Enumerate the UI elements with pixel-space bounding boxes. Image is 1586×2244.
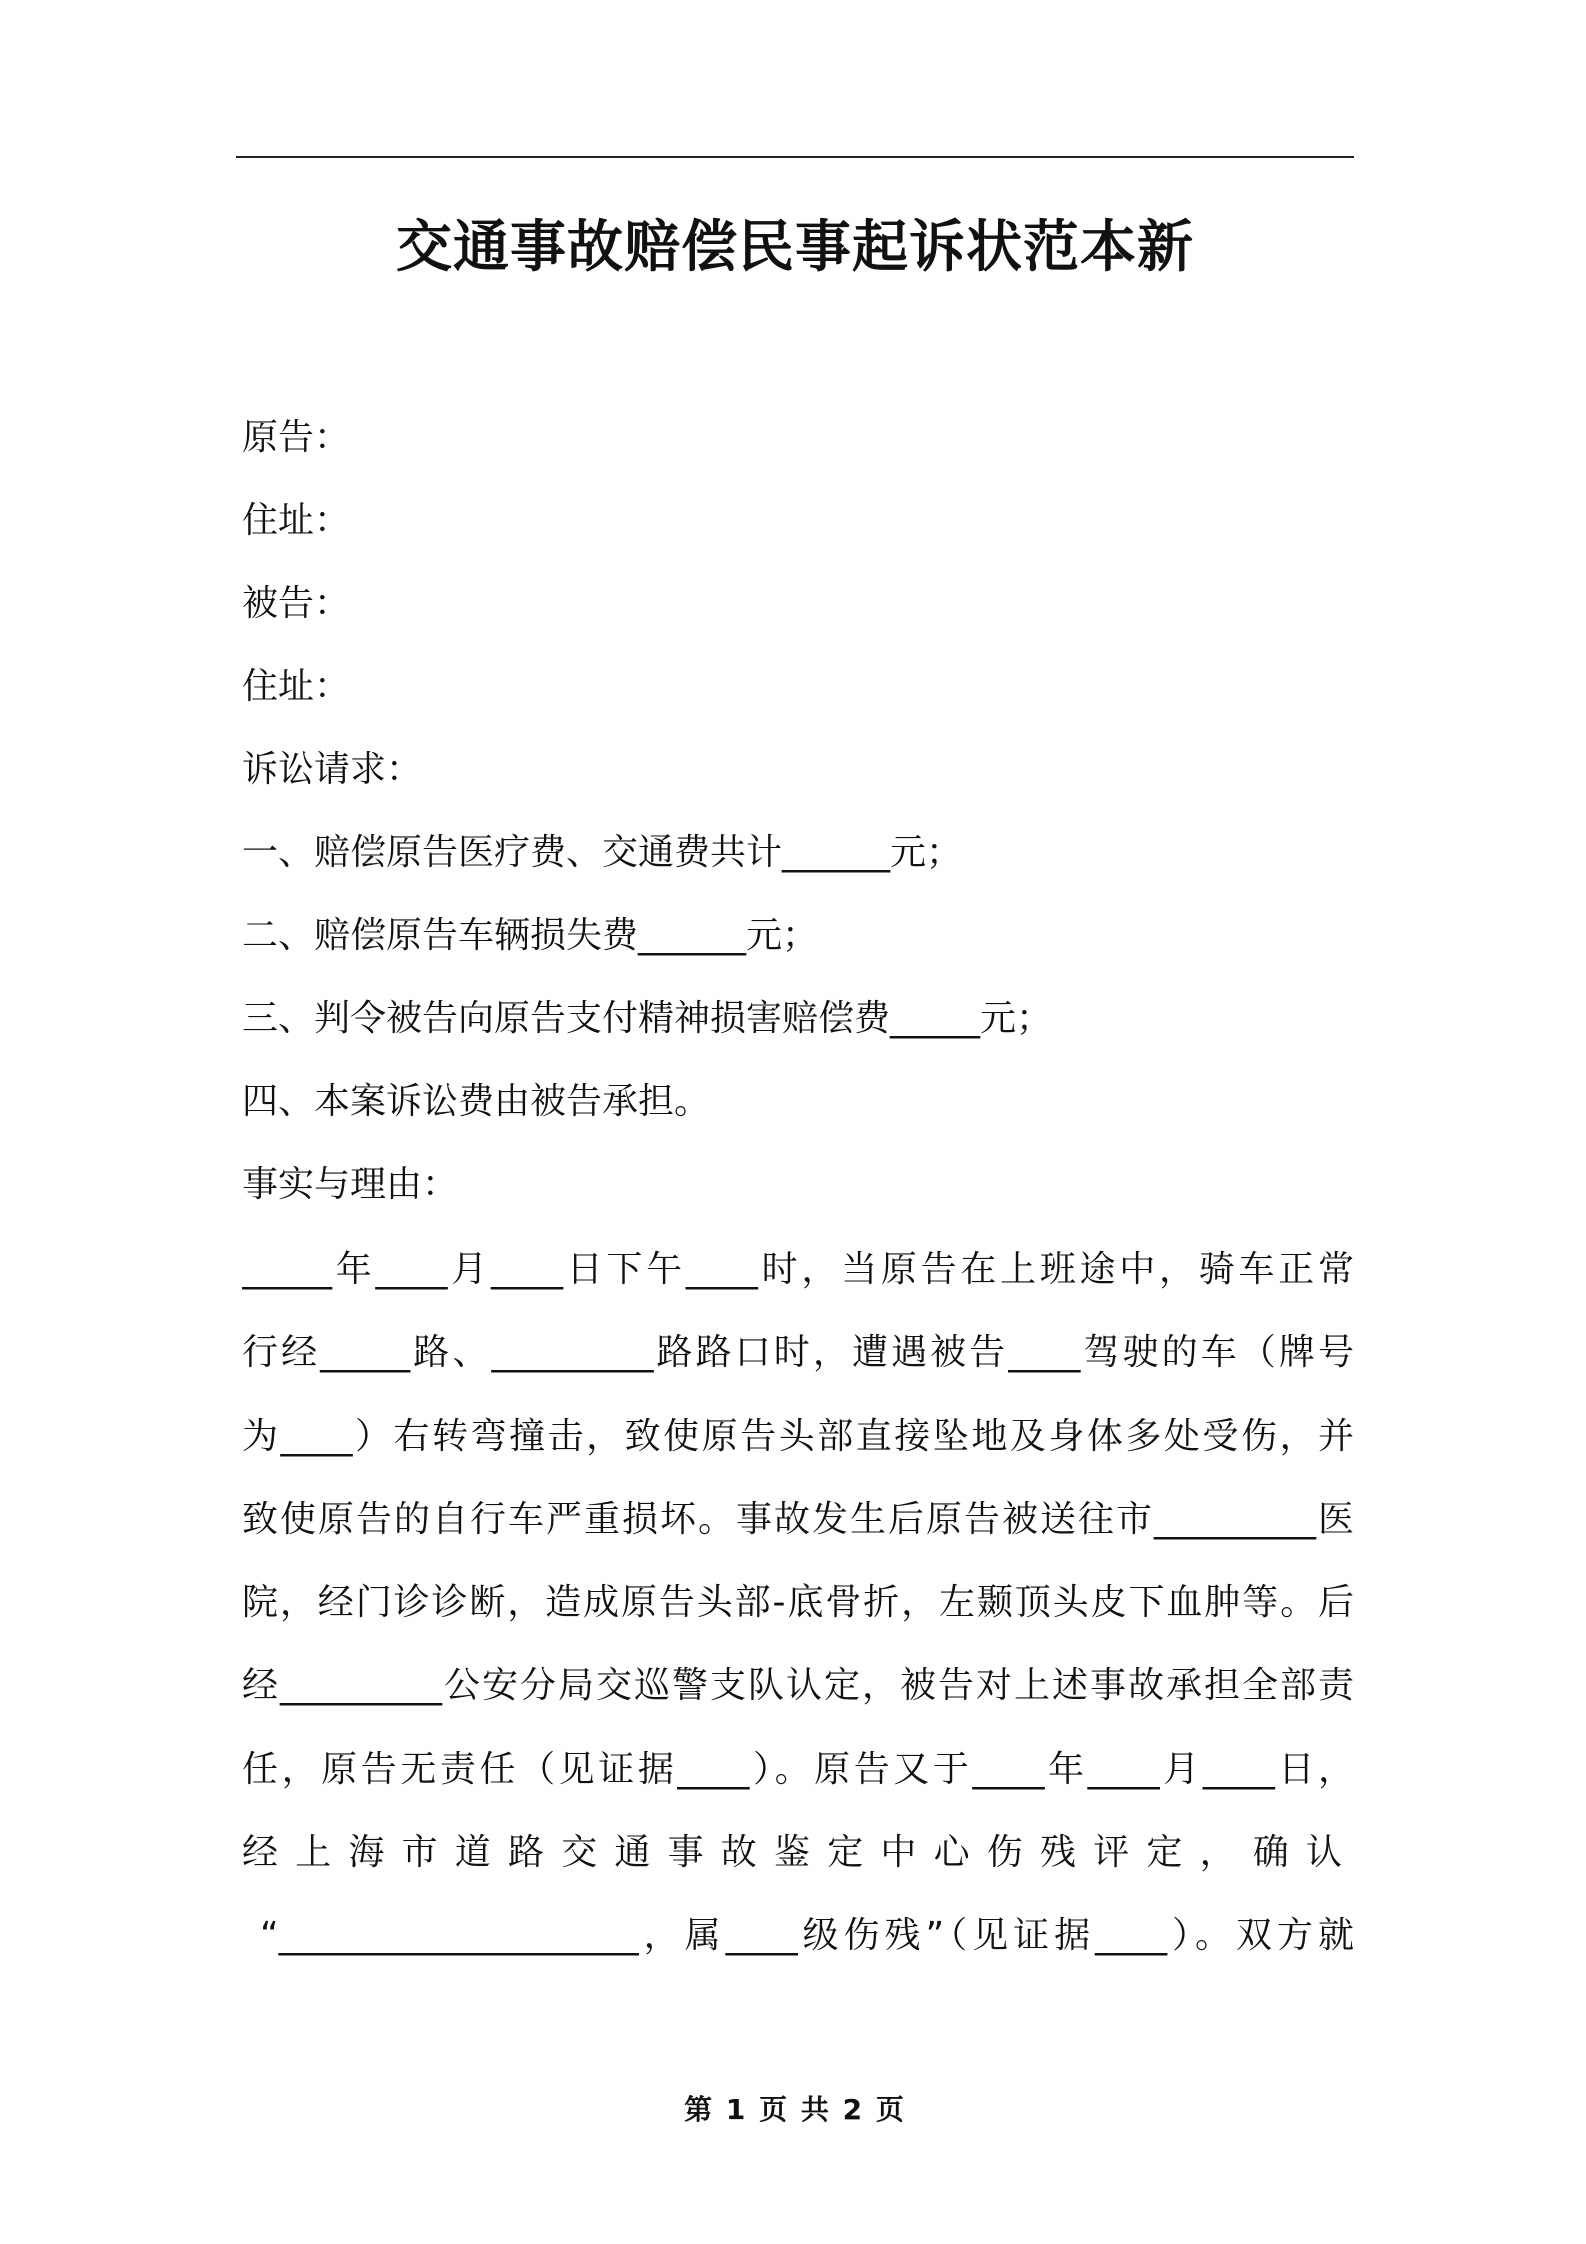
claim-item-3: 三、判令被告向原告支付精神损害赔偿费_____元； [242,998,1053,1039]
facts-line: 院，经门诊诊断，造成原告头部-底骨折，左颞顶头皮下血肿等。后 [242,1582,1354,1624]
plaintiff-label: 原告： [242,417,351,458]
facts-line: 致使原告的自行车严重损坏。事故发生后原告被送往市_________医 [242,1498,1354,1540]
claims-heading: 诉讼请求： [242,749,423,790]
facts-line: “____________________，属____级伤残”（见证据____）。双方就 [260,1915,1354,1957]
claim-item-2: 二、赔偿原告车辆损失费______元； [242,915,819,956]
facts-line: 任，原告无责任（见证据____）。原告又于____年____月____日， [242,1748,1354,1790]
defendant-label: 被告： [242,583,351,624]
facts-line: 为____）右转弯撞击，致使原告头部直接坠地及身体多处受伤，并 [242,1415,1354,1457]
claim-item-1: 一、赔偿原告医疗费、交通费共计______元； [242,832,963,873]
page-footer: 第 1 页 共 2 页 [684,2093,906,2126]
facts-line: 经上海市道路交通事故鉴定中心伤残评定，确认 [242,1832,1354,1874]
header-lines [242,396,1354,1226]
facts-paragraph [242,1228,1354,1978]
defendant-address-label: 住址： [242,666,351,707]
facts-line: 经_________公安分局交巡警支队认定，被告对上述事故承担全部责 [242,1665,1354,1707]
facts-line: 行经_____路、_________路路口时，遭遇被告____驾驶的车（牌号 [242,1332,1354,1374]
plaintiff-address-label: 住址： [242,500,351,541]
claim-item-4: 四、本案诉讼费由被告承担。 [242,1081,711,1122]
document-title: 交通事故赔偿民事起诉状范本新 [396,215,1194,280]
facts-heading: 事实与理由： [242,1164,459,1205]
header-rule [236,156,1354,158]
facts-line: _____年____月____日下午____时，当原告在上班途中，骑车正常 [242,1249,1354,1290]
